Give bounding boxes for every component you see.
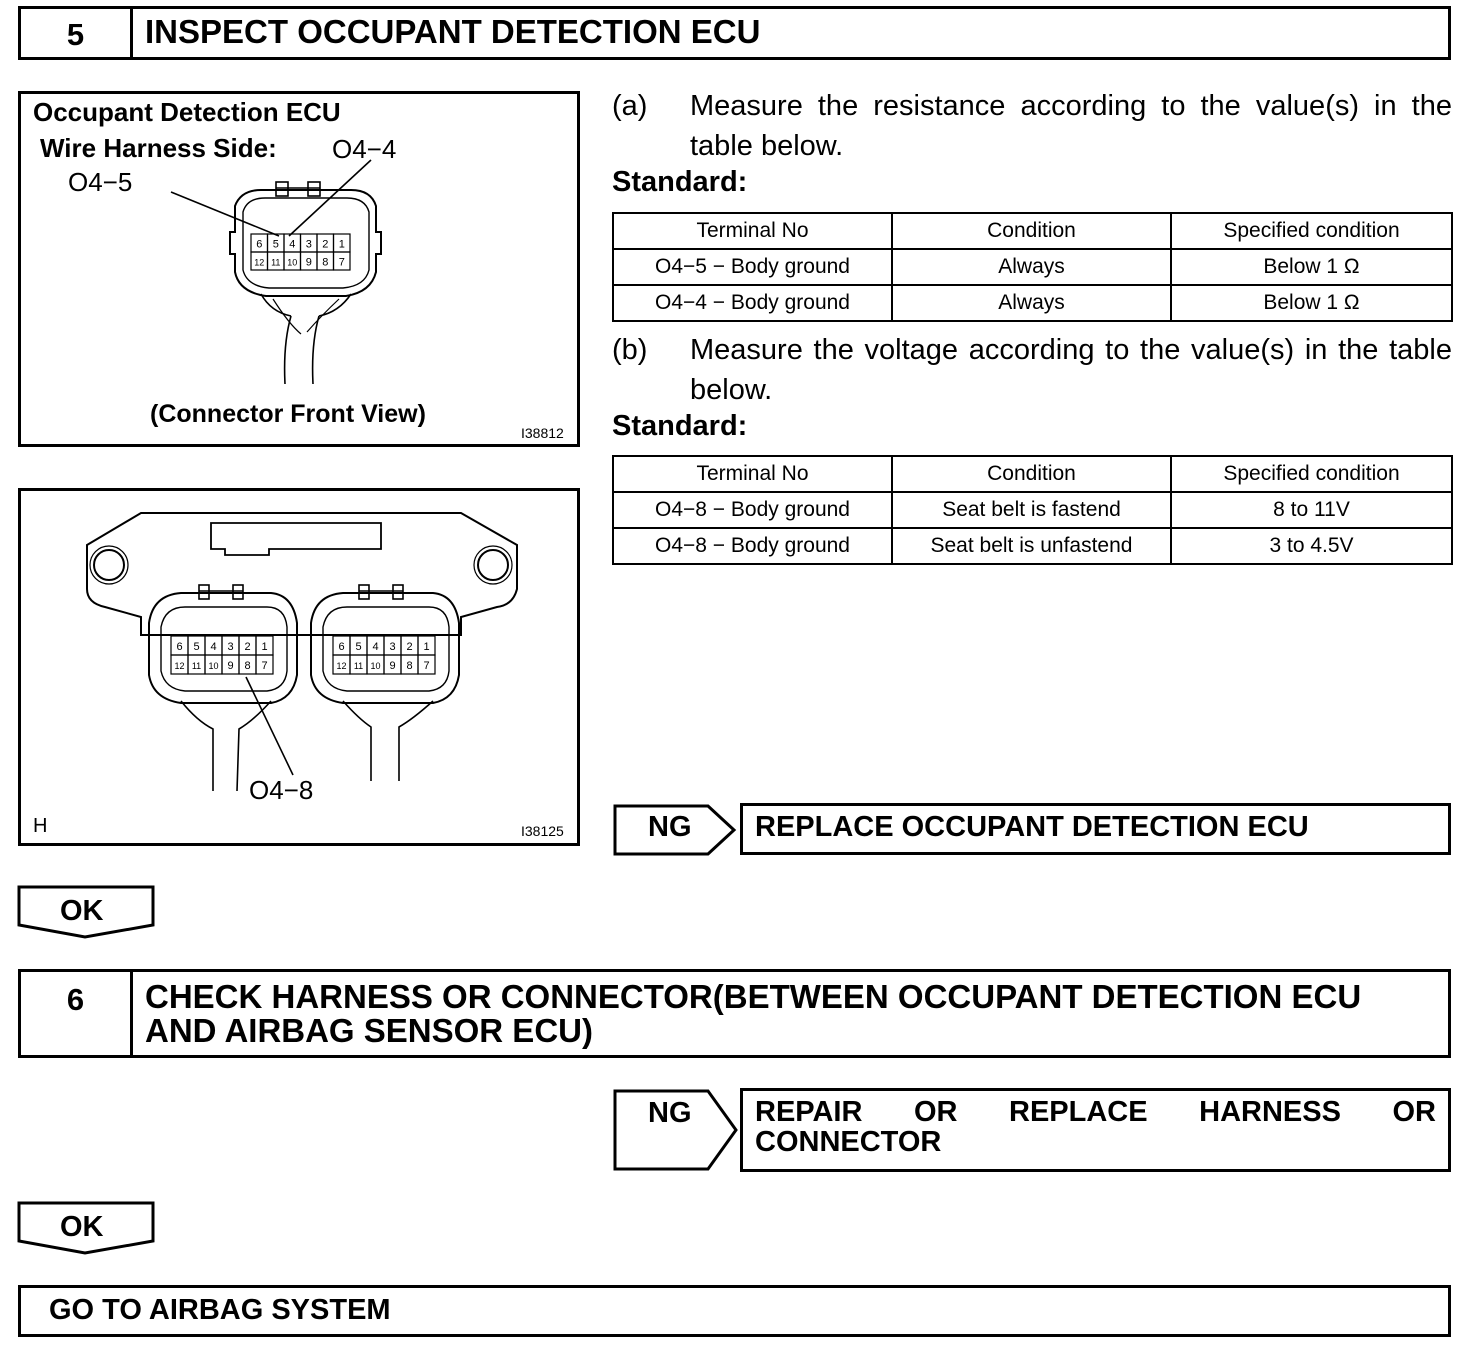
connector-pin-label: 3 bbox=[389, 641, 396, 654]
header-terminal: Terminal No bbox=[613, 456, 892, 492]
ng-action-text: REPAIR OR REPLACE HARNESS OR bbox=[755, 1096, 1436, 1128]
ng-action-text: REPLACE OCCUPANT DETECTION ECU bbox=[755, 811, 1309, 843]
connector-pin-label: 5 bbox=[355, 641, 362, 654]
connector-pin-label: 3 bbox=[305, 238, 312, 251]
step-6-header bbox=[18, 969, 1451, 1058]
connector-pin-label: 7 bbox=[338, 256, 345, 269]
goto-text: GO TO AIRBAG SYSTEM bbox=[49, 1294, 391, 1326]
cell-terminal: O4−4 − Body ground bbox=[613, 285, 892, 321]
header-condition: Condition bbox=[892, 456, 1171, 492]
header-specified: Specified condition bbox=[1171, 456, 1452, 492]
figure-title: Occupant Detection ECU bbox=[33, 97, 341, 127]
ok-label-2: OK bbox=[60, 1211, 104, 1243]
cell-condition: Seat belt is unfastend bbox=[892, 528, 1171, 564]
connector-pin-label: 6 bbox=[176, 641, 183, 654]
table-header-row bbox=[613, 456, 1452, 492]
cell-terminal: O4−8 − Body ground bbox=[613, 528, 892, 564]
figure-corner-letter: H bbox=[33, 815, 48, 837]
step-5-header bbox=[18, 6, 1451, 60]
connector-pin-label: 6 bbox=[338, 641, 345, 654]
cell-specified: 8 to 11V bbox=[1171, 492, 1452, 528]
connector-pin-label: 2 bbox=[244, 641, 251, 654]
goto-box bbox=[18, 1285, 1451, 1337]
ok-label-1: OK bbox=[60, 895, 104, 927]
cell-condition: Always bbox=[892, 249, 1171, 285]
instruction-b bbox=[612, 330, 1452, 410]
step-number: 5 bbox=[21, 9, 133, 57]
connector-pin-label: 2 bbox=[322, 238, 329, 251]
cell-specified: Below 1 Ω bbox=[1171, 249, 1452, 285]
connector-pin-label: 9 bbox=[227, 660, 234, 673]
connector-pin-label: 10 bbox=[208, 661, 219, 672]
table-row bbox=[613, 492, 1452, 528]
table-row bbox=[613, 285, 1452, 321]
step-number: 6 bbox=[21, 972, 133, 1055]
connector-pin-label: 9 bbox=[305, 256, 312, 269]
instruction-label: (a) bbox=[612, 90, 648, 122]
ng-label-2: NG bbox=[648, 1097, 692, 1129]
ng-action-box-1 bbox=[740, 803, 1451, 855]
connector-pin-label: 11 bbox=[353, 661, 364, 672]
connector-pin-label: 8 bbox=[406, 660, 413, 673]
figure-caption: (Connector Front View) bbox=[150, 400, 426, 428]
connector-pin-label: 1 bbox=[423, 641, 430, 654]
table-row bbox=[613, 528, 1452, 564]
header-condition: Condition bbox=[892, 213, 1171, 249]
connector-drawing bbox=[21, 94, 577, 444]
ng-action-text: CONNECTOR bbox=[755, 1126, 942, 1158]
voltage-table bbox=[612, 455, 1453, 565]
instruction-label: (b) bbox=[612, 334, 648, 366]
instruction-a bbox=[612, 86, 1452, 166]
connector-pin-label: 8 bbox=[322, 256, 329, 269]
connector-pin-label: 5 bbox=[193, 641, 200, 654]
connector-pin-label: 5 bbox=[272, 238, 279, 251]
ecu-connectors-figure bbox=[18, 488, 580, 846]
instruction-text: Measure the voltage according to the value(s) in the table below. bbox=[690, 334, 1452, 406]
figure-id: I38812 bbox=[521, 425, 564, 441]
header-terminal: Terminal No bbox=[613, 213, 892, 249]
connector-pin-label: 1 bbox=[261, 641, 268, 654]
cell-specified: 3 to 4.5V bbox=[1171, 528, 1452, 564]
figure-id: I38125 bbox=[521, 823, 564, 839]
connector-pin-label: 12 bbox=[336, 661, 347, 672]
ng-action-box-2 bbox=[740, 1088, 1451, 1172]
cell-specified: Below 1 Ω bbox=[1171, 285, 1452, 321]
cell-condition: Always bbox=[892, 285, 1171, 321]
standard-label-1: Standard: bbox=[612, 166, 748, 198]
cell-terminal: O4−5 − Body ground bbox=[613, 249, 892, 285]
cell-terminal: O4−8 − Body ground bbox=[613, 492, 892, 528]
connector-pin-label: 11 bbox=[271, 257, 281, 268]
cell-condition: Seat belt is fastend bbox=[892, 492, 1171, 528]
connector-pin-label: 9 bbox=[389, 660, 396, 673]
connector-pin-label: 3 bbox=[227, 641, 234, 654]
connector-front-view-figure bbox=[18, 91, 580, 447]
connector-pin-label: 8 bbox=[244, 660, 251, 673]
connector-pin-label: 1 bbox=[338, 238, 345, 251]
step-title: INSPECT OCCUPANT DETECTION ECU bbox=[145, 13, 761, 50]
connector-pin-label: 4 bbox=[289, 238, 296, 251]
step-title bbox=[133, 972, 1373, 1055]
connector-pin-label: 10 bbox=[370, 661, 381, 672]
resistance-table bbox=[612, 212, 1453, 322]
figure-subtitle: Wire Harness Side: bbox=[40, 133, 277, 163]
ng-label-1: NG bbox=[648, 811, 692, 843]
step-title-line: AND AIRBAG SENSOR ECU) bbox=[145, 1012, 593, 1049]
step-title-line: CHECK HARNESS OR CONNECTOR(BETWEEN OCCUPANT DETECTION ECU bbox=[145, 978, 1362, 1015]
connector-pin-label: 7 bbox=[261, 660, 268, 673]
callout-o4-5: O4−5 bbox=[68, 167, 133, 197]
connector-pin-label: 6 bbox=[256, 238, 263, 251]
connector-pin-label: 7 bbox=[423, 660, 430, 673]
instruction-text: Measure the resistance according to the value(s) in the table below. bbox=[690, 90, 1452, 162]
standard-label-2: Standard: bbox=[612, 410, 748, 442]
callout-o4-4: O4−4 bbox=[332, 134, 397, 164]
callout-o4-8: O4−8 bbox=[249, 775, 314, 805]
header-specified: Specified condition bbox=[1171, 213, 1452, 249]
table-row bbox=[613, 249, 1452, 285]
table-header-row bbox=[613, 213, 1452, 249]
connector-pin-label: 10 bbox=[287, 257, 298, 268]
connector-pin-label: 4 bbox=[372, 641, 379, 654]
connector-pin-label: 4 bbox=[210, 641, 217, 654]
connector-pin-label: 2 bbox=[406, 641, 413, 654]
connector-pin-label: 12 bbox=[174, 661, 185, 672]
connector-pin-label: 12 bbox=[254, 257, 265, 268]
connector-pin-label: 11 bbox=[191, 661, 202, 672]
